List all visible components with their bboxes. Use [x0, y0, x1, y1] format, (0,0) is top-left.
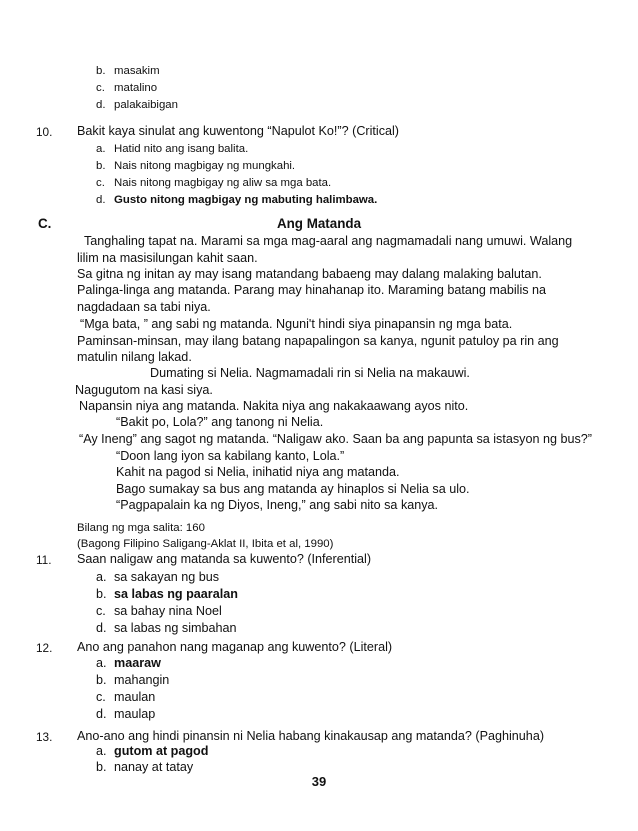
q9-choice-d: d. palakaibigan	[96, 99, 178, 111]
story-line: nagdadaan sa tabi niya.	[77, 300, 211, 314]
story-line: Tanghaling tapat na. Marami sa mga mag-aaral ang nagmamadali nang umuwi. Walang	[84, 234, 573, 248]
page-number: 39	[311, 774, 327, 789]
q10-choice-a: a. Hatid nito ang isang balita.	[96, 143, 249, 155]
q11-choice-b: b. sa labas ng paaralan	[96, 587, 238, 601]
word-count: Bilang ng mga salita: 160	[77, 522, 205, 534]
story-line: Sa gitna ng initan ay may isang matandang babaeng may dalang malaking balutan.	[77, 267, 542, 281]
q10-choice-c: c. Nais nitong magbigay ng aliw sa mga bata.	[96, 177, 332, 189]
q11-choice-c: c. sa bahay nina Noel	[96, 604, 222, 618]
q11-choice-a: a. sa sakayan ng bus	[96, 570, 220, 584]
story-line: “Pagpapalain ka ng Diyos, Ineng,” ang sabi nito sa kanya.	[116, 498, 439, 512]
q13-choice-b: b. nanay at tatay	[96, 760, 194, 774]
q11-choice-d: d. sa labas ng simbahan	[96, 621, 237, 635]
story-line: Napansin niya ang matanda. Nakita niya ang nakakaawang ayos nito.	[79, 399, 469, 413]
section-label: C.	[38, 216, 52, 231]
story-title: Ang Matanda	[276, 216, 362, 231]
q12-choice-c: c. maulan	[96, 690, 156, 704]
story-line: Dumating si Nelia. Nagmamadali rin si Nelia na makauwi.	[150, 366, 470, 380]
q13-question: Ano-ano ang hindi pinansin ni Nelia habang kinakausap ang matanda? (Paghinuha)	[77, 729, 545, 743]
q13-choice-a: a. gutom at pagod	[96, 744, 209, 758]
story-line: “Ay Ineng” ang sagot ng matanda. “Naligaw ako. Saan ba ang papunta sa istasyon ng bus?”	[79, 432, 592, 446]
story-line: Paminsan-minsan, may ilang batang napapalingon sa kanya, ngunit patuloy pa rin ang	[77, 334, 559, 348]
story-line: “Doon lang iyon sa kabilang kanto, Lola.”	[116, 449, 345, 463]
story-line: Kahit na pagod si Nelia, inihatid niya ang matanda.	[116, 465, 400, 479]
q12-choice-d: d. maulap	[96, 707, 156, 721]
q10-question: Bakit kaya sinulat ang kuwentong “Napulot Ko!”? (Critical)	[77, 124, 399, 138]
q12-question: Ano ang panahon nang maganap ang kuwento? (Literal)	[77, 640, 393, 654]
q13-number: 13.	[36, 730, 53, 744]
q10-choice-d: d. Gusto nitong magbigay ng mabuting halimbawa.	[96, 194, 378, 206]
story-line: lilim na masisilungan kahit saan.	[77, 251, 258, 265]
story-line: “Mga bata, ” ang sabi ng matanda. Nguni't hindi siya pinapansin ng mga bata.	[80, 317, 513, 331]
q12-choice-b: b. mahangin	[96, 673, 170, 687]
q10-number: 10.	[36, 125, 53, 139]
q9-choice-c: c. matalino	[96, 82, 158, 94]
story-source: (Bagong Filipino Saligang-Aklat II, Ibita et al, 1990)	[77, 538, 334, 550]
q9-choice-b: b. masakim	[96, 65, 160, 77]
story-line: Nagugutom na kasi siya.	[75, 383, 213, 397]
story-line: Bago sumakay sa bus ang matanda ay hinaplos si Nelia sa ulo.	[116, 482, 470, 496]
story-line: “Bakit po, Lola?” ang tanong ni Nelia.	[116, 415, 324, 429]
q11-question: Saan naligaw ang matanda sa kuwento? (Inferential)	[77, 552, 372, 566]
q12-number: 12.	[36, 641, 53, 655]
q11-number: 11.	[36, 553, 52, 567]
story-line: Palinga-linga ang matanda. Parang may hinahanap ito. Maraming batang mabilis na	[77, 283, 547, 297]
story-line: matulin nilang lakad.	[77, 350, 192, 364]
q10-choice-b: b. Nais nitong magbigay ng mungkahi.	[96, 160, 296, 172]
q12-choice-a: a. maaraw	[96, 656, 161, 670]
